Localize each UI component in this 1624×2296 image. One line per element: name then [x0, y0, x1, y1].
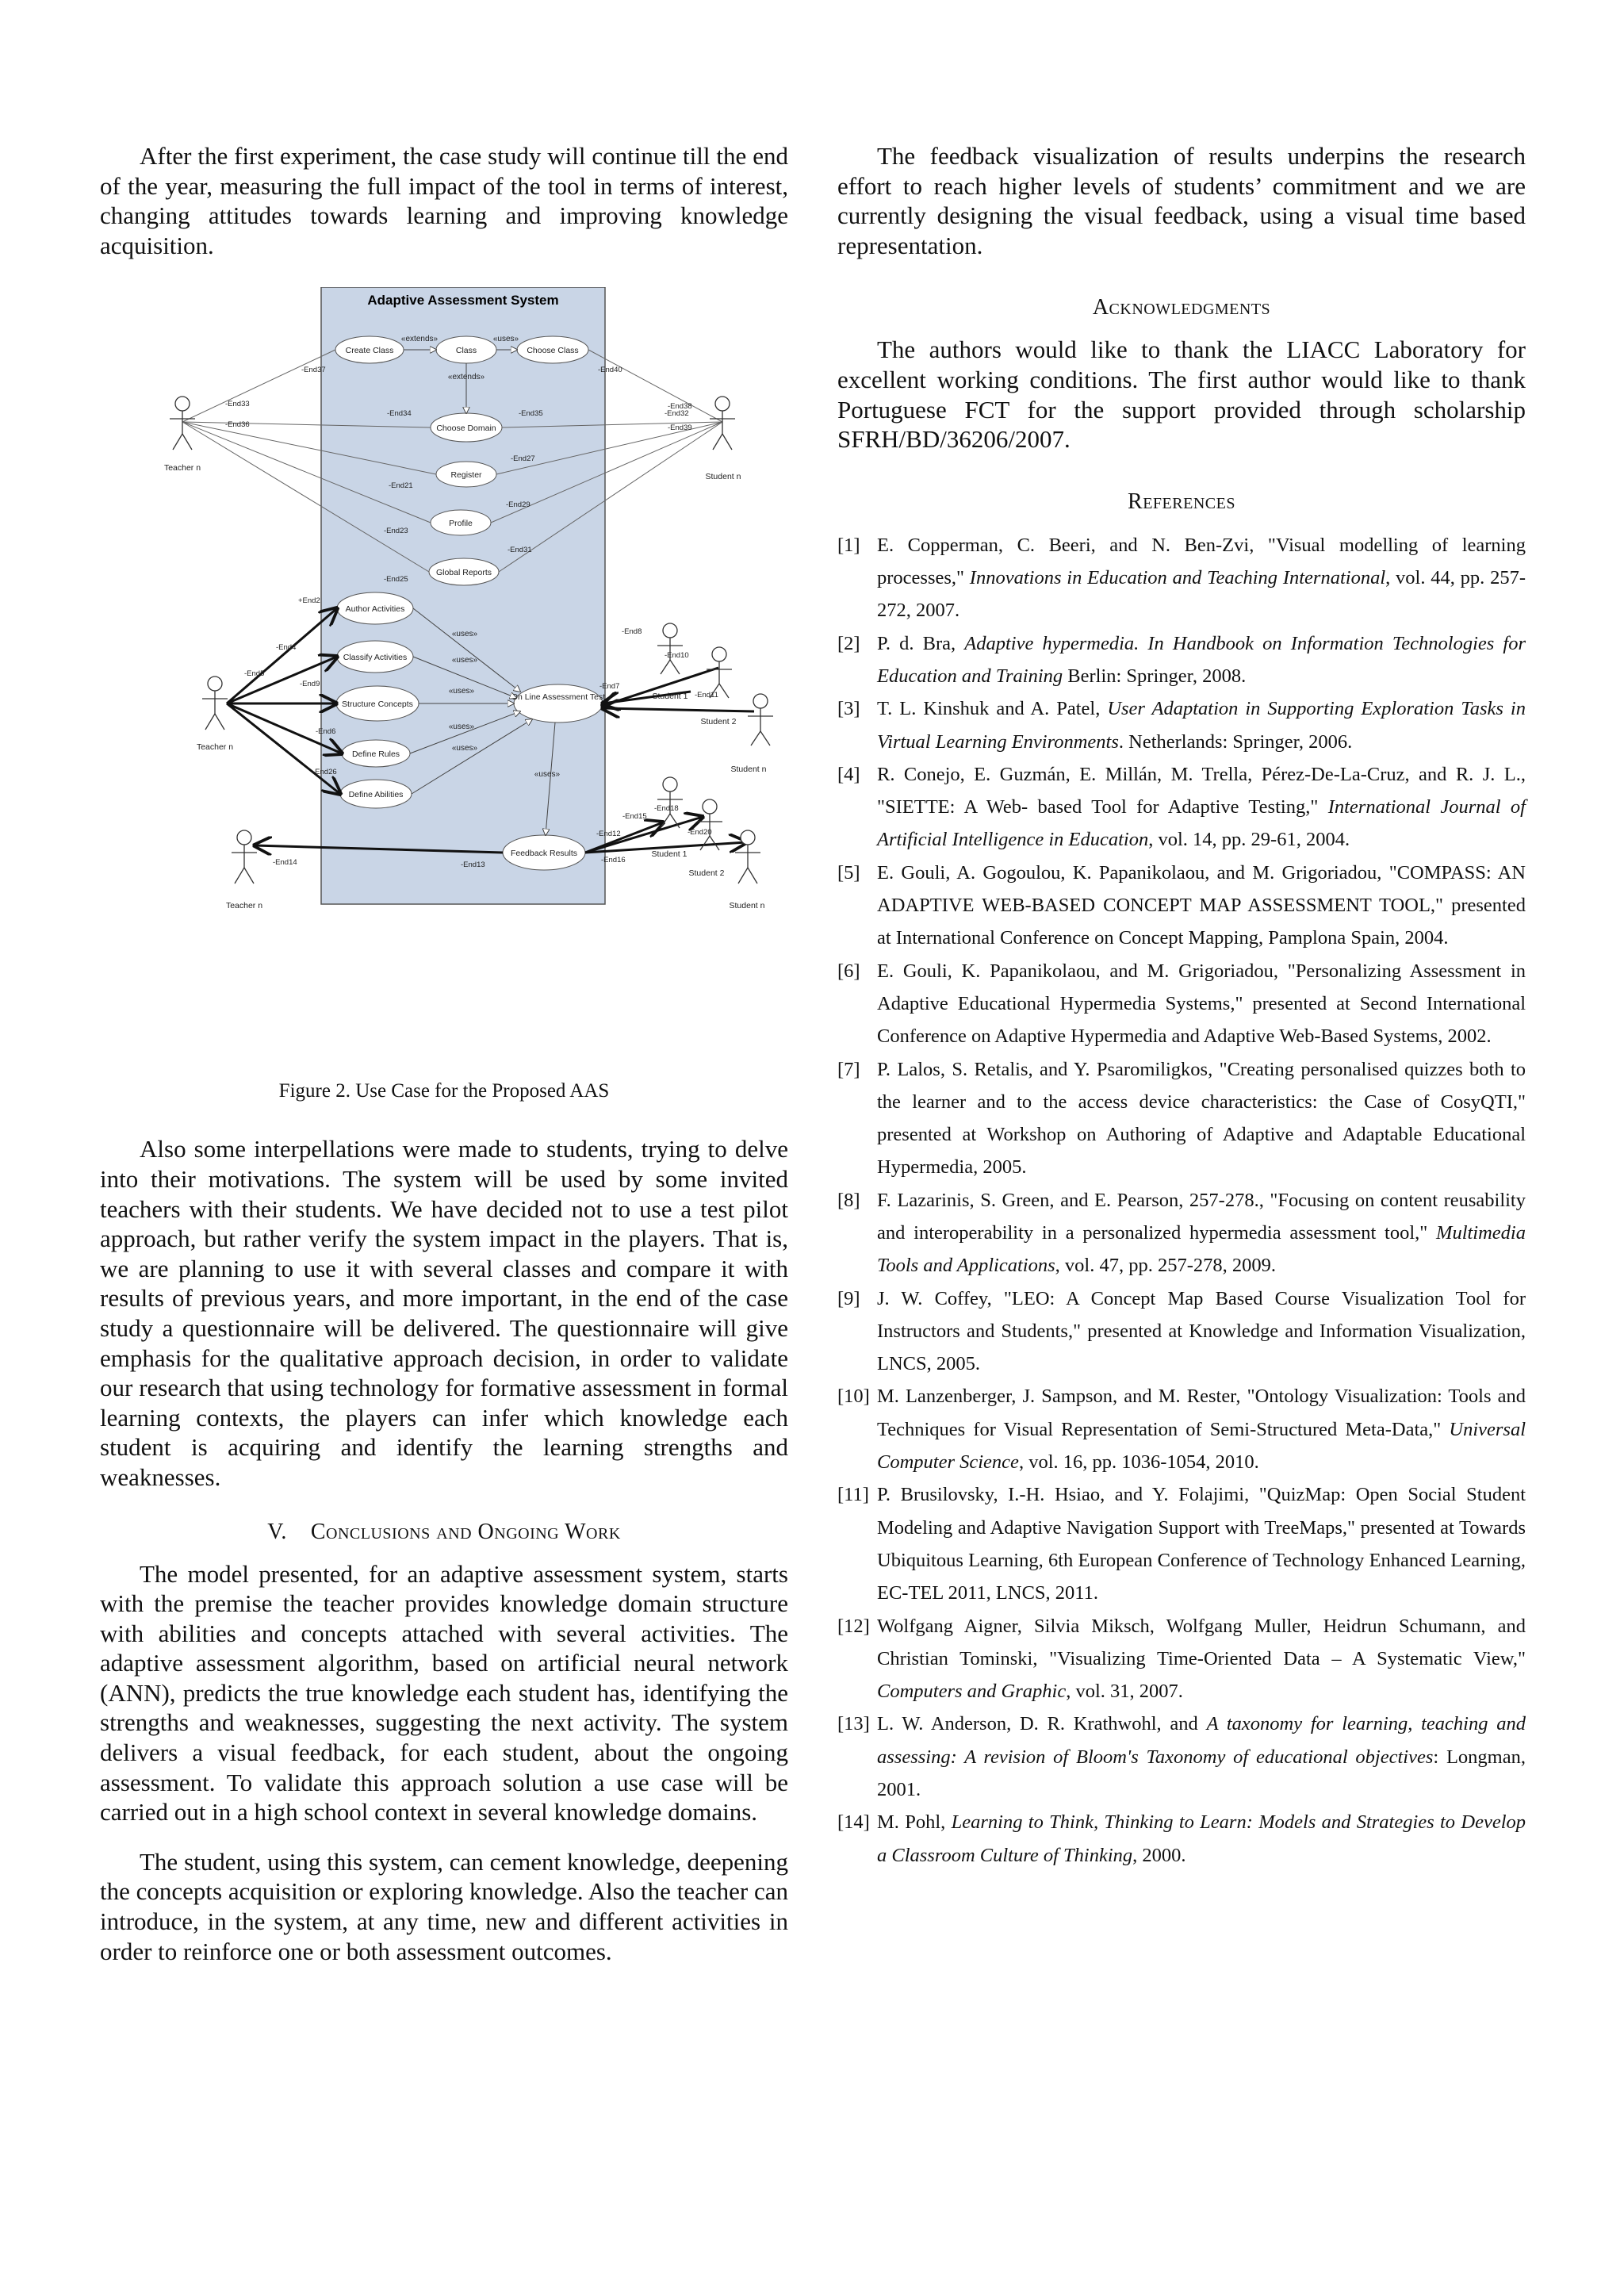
- svg-text:-End13: -End13: [461, 861, 485, 870]
- svg-text:Author Activities: Author Activities: [345, 604, 405, 615]
- reference-text: M. Pohl, Learning to Think, Thinking to Learn: Models and Strategies to Develop a Classroom Culture of Thinking, 2000.: [877, 1811, 1526, 1866]
- svg-text:Global Reports: Global Reports: [435, 568, 492, 578]
- svg-text:-End34: -End34: [387, 409, 412, 419]
- svg-text:Teacher n: Teacher n: [196, 742, 234, 753]
- svg-text:Student 2: Student 2: [700, 717, 737, 727]
- svg-text:-End31: -End31: [508, 546, 532, 555]
- svg-text:«uses»: «uses»: [448, 723, 475, 732]
- actor-student1-mid: [657, 623, 683, 674]
- figure-caption: Figure 2. Use Case for the Proposed AAS: [278, 1080, 610, 1102]
- reference-item: [837, 1184, 1526, 1282]
- svg-text:«uses»: «uses»: [492, 335, 519, 344]
- svg-text:Student 1: Student 1: [652, 692, 688, 702]
- svg-text:-End29: -End29: [506, 500, 530, 510]
- reference-item: [837, 1708, 1526, 1806]
- svg-text:«extends»: «extends»: [447, 373, 485, 382]
- reference-text: J. W. Coffey, "LEO: A Concept Map Based Course Visualization Tool for Instructors and Students," presented at Knowledge and Information Visualization, LNCS, 2005.: [877, 1287, 1526, 1375]
- reference-item: [837, 529, 1526, 627]
- reference-item: [837, 1380, 1526, 1478]
- use-case-online-assessment: [514, 684, 603, 723]
- svg-text:Student n: Student n: [705, 472, 741, 482]
- actor-teacher-top: [170, 397, 195, 450]
- reference-text: E. Gouli, A. Gogoulou, K. Papanikolaou, and M. Grigoriadou, "COMPASS: AN ADAPTIVE WEB-BASED CONCEPT MAP ASSESSMENT TOOL," presented at International Conference on Concept Mapping, Pamplona Spain, 2004.: [877, 861, 1526, 949]
- reference-item: [837, 1053, 1526, 1184]
- reference-number: [7]: [837, 1058, 860, 1080]
- svg-text:-End5: -End5: [244, 669, 265, 679]
- svg-text:+End2: +End2: [298, 596, 320, 606]
- svg-text:«extends»: «extends»: [400, 335, 439, 344]
- reference-number: [12]: [837, 1615, 870, 1637]
- reference-item: [837, 1806, 1526, 1872]
- svg-text:-End8: -End8: [622, 627, 642, 637]
- body-paragraph: Also some interpellations were made to students, trying to delve into their motivations. The system will be used by some invited teachers with their students. We have decided not to use a test pilot approach, but rather verify the system impact in the players. That is, we are planning to use it with several classes and compare it with results of previous years, and more important, in the end of the case study a questionnaire will be delivered. The questionnaire will give emphasis for the qualitative approach decision, in order to validate our research that using technology for formative assessment in formal learning contexts, the players can infer which knowledge each student is acquiring and identify the learning strengths and weaknesses.: [100, 1135, 788, 1491]
- reference-text: Wolfgang Aigner, Silvia Miksch, Wolfgang Muller, Heidrun Schumann, and Christian Tominski, "Visualizing Time-Oriented Data – A Systematic View," Computers and Graphic, vol. 31, 2007.: [877, 1615, 1526, 1703]
- svg-text:Student n: Student n: [729, 901, 765, 911]
- svg-text:-End14: -End14: [273, 858, 297, 868]
- reference-number: [1]: [837, 534, 860, 556]
- reference-text: M. Lanzenberger, J. Sampson, and M. Rester, "Ontology Visualization: Tools and Techniques for Visual Representation of Semi-Structured Meta-Data," Universal Computer Science, vol. 16, pp. 1036-1054, 2010.: [877, 1386, 1526, 1474]
- reference-text: F. Lazarinis, S. Green, and E. Pearson, 257-278., "Focusing on content reusability and interoperability in a personalized hypermedia assessment tool," Multimedia Tools and Applications, vol. 47, pp. 257-278, 2009.: [877, 1189, 1526, 1277]
- reference-text: L. W. Anderson, D. R. Krathwohl, and A taxonomy for learning, teaching and assessing: A revision of Bloom's Taxonomy of educational objectives: Longman, 2001.: [877, 1713, 1526, 1801]
- svg-text:-End38: -End38: [668, 402, 692, 412]
- svg-text:-End25: -End25: [384, 575, 408, 585]
- svg-text:-End27: -End27: [511, 454, 535, 464]
- body-paragraph: The student, using this system, can cement knowledge, deepening the concepts acquisition or exploring knowledge. Also the teacher can introduce, in the system, at any time, new and different activities in order to reinforce one or both assessment outcomes.: [100, 1847, 788, 1965]
- reference-item: [837, 758, 1526, 857]
- reference-item: [837, 627, 1526, 693]
- reference-number: [10]: [837, 1386, 870, 1408]
- reference-text: E. Gouli, K. Papanikolaou, and M. Grigoriadou, "Personalizing Assessment in Adaptive Educational Hypermedia Systems," presented at Second International Conference on Adaptive Hypermedia and Adaptive Web-Based Systems, 2002.: [877, 960, 1526, 1048]
- actor-student2-bot: [697, 799, 722, 850]
- svg-text:-End33: -End33: [225, 400, 250, 409]
- left-column: [100, 141, 788, 1966]
- section-number: V.: [267, 1519, 287, 1544]
- body-paragraph: The feedback visualization of results underpins the research effort to reach higher levels of students’ commitment and we are currently designing the visual feedback, using a visual time based representation.: [837, 142, 1526, 259]
- svg-text:-End26: -End26: [312, 768, 337, 777]
- acknowledgments-text: The authors would like to thank the LIACC Laboratory for excellent working conditions. The first author would like to thank Portuguese FCT for the support provided through scholarship SFRH/BD/36206/2007.: [837, 335, 1526, 454]
- reference-number: [8]: [837, 1189, 860, 1211]
- svg-text:Class: Class: [455, 346, 477, 356]
- use-case-figure: [100, 287, 788, 1080]
- svg-text:Teacher n: Teacher n: [225, 901, 263, 911]
- reference-item: [837, 1282, 1526, 1381]
- svg-text:-End37: -End37: [301, 366, 326, 375]
- body-paragraph: After the first experiment, the case study will continue till the end of the year, measuring the full impact of the tool in terms of interest, changing attitudes towards learning and improving knowledge acquisition.: [100, 142, 788, 259]
- actor-student-top: [710, 397, 735, 450]
- svg-text:Define Abilities: Define Abilities: [348, 790, 404, 800]
- svg-text:-End39: -End39: [668, 424, 692, 433]
- right-column: [837, 141, 1526, 1872]
- svg-text:Student 2: Student 2: [688, 868, 725, 879]
- svg-text:Create Class: Create Class: [345, 346, 394, 356]
- actor-studentn-mid: [748, 694, 773, 746]
- svg-text:-End21: -End21: [389, 481, 413, 491]
- svg-text:-End9: -End9: [300, 680, 320, 689]
- reference-number: [6]: [837, 960, 860, 982]
- svg-text:Feedback Results: Feedback Results: [510, 849, 578, 859]
- svg-text:-End23: -End23: [384, 527, 408, 536]
- svg-text:Choose Class: Choose Class: [527, 346, 579, 356]
- svg-text:Student 1: Student 1: [651, 849, 688, 860]
- reference-number: [3]: [837, 698, 860, 720]
- reference-item: [837, 857, 1526, 955]
- svg-text:Teacher n: Teacher n: [163, 463, 201, 473]
- svg-text:-End40: -End40: [598, 366, 622, 375]
- reference-item: [837, 1478, 1526, 1609]
- svg-text:-End4: -End4: [276, 643, 297, 653]
- svg-text:«uses»: «uses»: [451, 656, 478, 665]
- reference-number: [9]: [837, 1287, 860, 1309]
- svg-text:-End20: -End20: [688, 828, 712, 838]
- svg-text:«uses»: «uses»: [534, 770, 561, 780]
- body-paragraph: The model presented, for an adaptive assessment system, starts with the premise the teacher provides knowledge domain structure with abilities and concepts attached with several activities. The adaptive assessment algorithm, based on artificial neural network (ANN), predicts the true knowledge each student has, identifying the strengths and weaknesses, suggesting the next activity. The system delivers a visual feedback, for each student, about the ongoing assessment. To validate this approach solution a use case will be carried out in a high school context in several knowledge domains.: [100, 1559, 788, 1826]
- reference-item: [837, 1610, 1526, 1708]
- svg-text:-End10: -End10: [665, 651, 689, 661]
- reference-number: [13]: [837, 1713, 870, 1735]
- acknowledgments-heading: Acknowledgments: [1092, 295, 1271, 320]
- reference-text: P. Brusilovsky, I.-H. Hsiao, and Y. Folajimi, "QuizMap: Open Social Student Modeling and Adaptive Navigation Support with TreeMaps," presented at Towards Ubiquitous Learning, 6th European Conference of Technology Enhanced Learning, EC-TEL 2011, LNCS, 2011.: [877, 1484, 1526, 1604]
- section-heading: [100, 1520, 788, 1545]
- svg-text:-End16: -End16: [601, 856, 626, 865]
- section-title: Conclusions and Ongoing Work: [310, 1519, 621, 1544]
- reference-text: R. Conejo, E. Guzmán, E. Millán, M. Trella, Pérez-De-La-Cruz, and R. J. L., "SIETTE: A Web- based Tool for Adaptive Testing," International Journal of Artificial Intelligence in Education, vol. 14, pp. 29-61, 2004.: [877, 763, 1526, 851]
- reference-text: P. d. Bra, Adaptive hypermedia. In Handbook on Information Technologies for Education and Training Berlin: Springer, 2008.: [877, 632, 1526, 687]
- actor-studentn-bot: [735, 830, 760, 884]
- diagram-title: Adaptive Assessment System: [367, 293, 559, 309]
- svg-text:-End7: -End7: [599, 682, 620, 692]
- reference-item: [837, 692, 1526, 758]
- references-heading: References: [1128, 489, 1235, 514]
- actor-student1-bot: [657, 777, 683, 828]
- svg-text:Choose Domain: Choose Domain: [436, 424, 496, 434]
- reference-number: [14]: [837, 1811, 870, 1834]
- reference-number: [2]: [837, 632, 860, 654]
- svg-text:-End12: -End12: [596, 830, 621, 839]
- svg-text:-End32: -End32: [665, 409, 689, 419]
- actor-teacher-mid: [202, 677, 228, 730]
- svg-text:-End15: -End15: [622, 812, 647, 822]
- svg-text:-End6: -End6: [316, 727, 336, 737]
- svg-text:Register: Register: [450, 470, 482, 481]
- svg-text:Classify Activities: Classify Activities: [343, 653, 408, 663]
- svg-text:-End11: -End11: [695, 691, 718, 700]
- svg-text:«uses»: «uses»: [451, 744, 478, 753]
- reference-number: [5]: [837, 861, 860, 884]
- svg-text:Student n: Student n: [730, 765, 767, 775]
- reference-text: P. Lalos, S. Retalis, and Y. Psaromiligkos, "Creating personalised quizzes both to the learner and to the access device characteristics: the Case of CosyQTI," presented at Workshop on Authoring of Adaptive and Adaptable Educational Hypermedia, 2005.: [877, 1058, 1526, 1179]
- svg-text:Define Rules: Define Rules: [351, 749, 400, 760]
- svg-text:-End35: -End35: [519, 409, 543, 419]
- reference-list: [837, 529, 1526, 1872]
- reference-item: [837, 955, 1526, 1053]
- actor-teacher-bot: [232, 830, 257, 884]
- reference-text: E. Copperman, C. Beeri, and N. Ben-Zvi, "Visual modelling of learning processes," Innovations in Education and Teaching International, vol. 44, pp. 257-272, 2007.: [877, 534, 1526, 622]
- svg-text:-End36: -End36: [225, 420, 250, 430]
- svg-text:«uses»: «uses»: [451, 630, 478, 639]
- reference-text: T. L. Kinshuk and A. Patel, User Adaptation in Supporting Exploration Tasks in Virtual Learning Environments. Netherlands: Springer, 2006.: [877, 698, 1526, 753]
- svg-text:Structure Concepts: Structure Concepts: [342, 700, 413, 710]
- svg-text:«uses»: «uses»: [448, 687, 475, 696]
- reference-number: [11]: [837, 1484, 869, 1506]
- online-assessment-label: On Line Assessment Test: [511, 692, 606, 703]
- svg-text:-End18: -End18: [654, 804, 679, 814]
- svg-text:Profile: Profile: [449, 519, 473, 529]
- reference-number: [4]: [837, 763, 860, 785]
- use-case-diagram: [100, 287, 788, 1080]
